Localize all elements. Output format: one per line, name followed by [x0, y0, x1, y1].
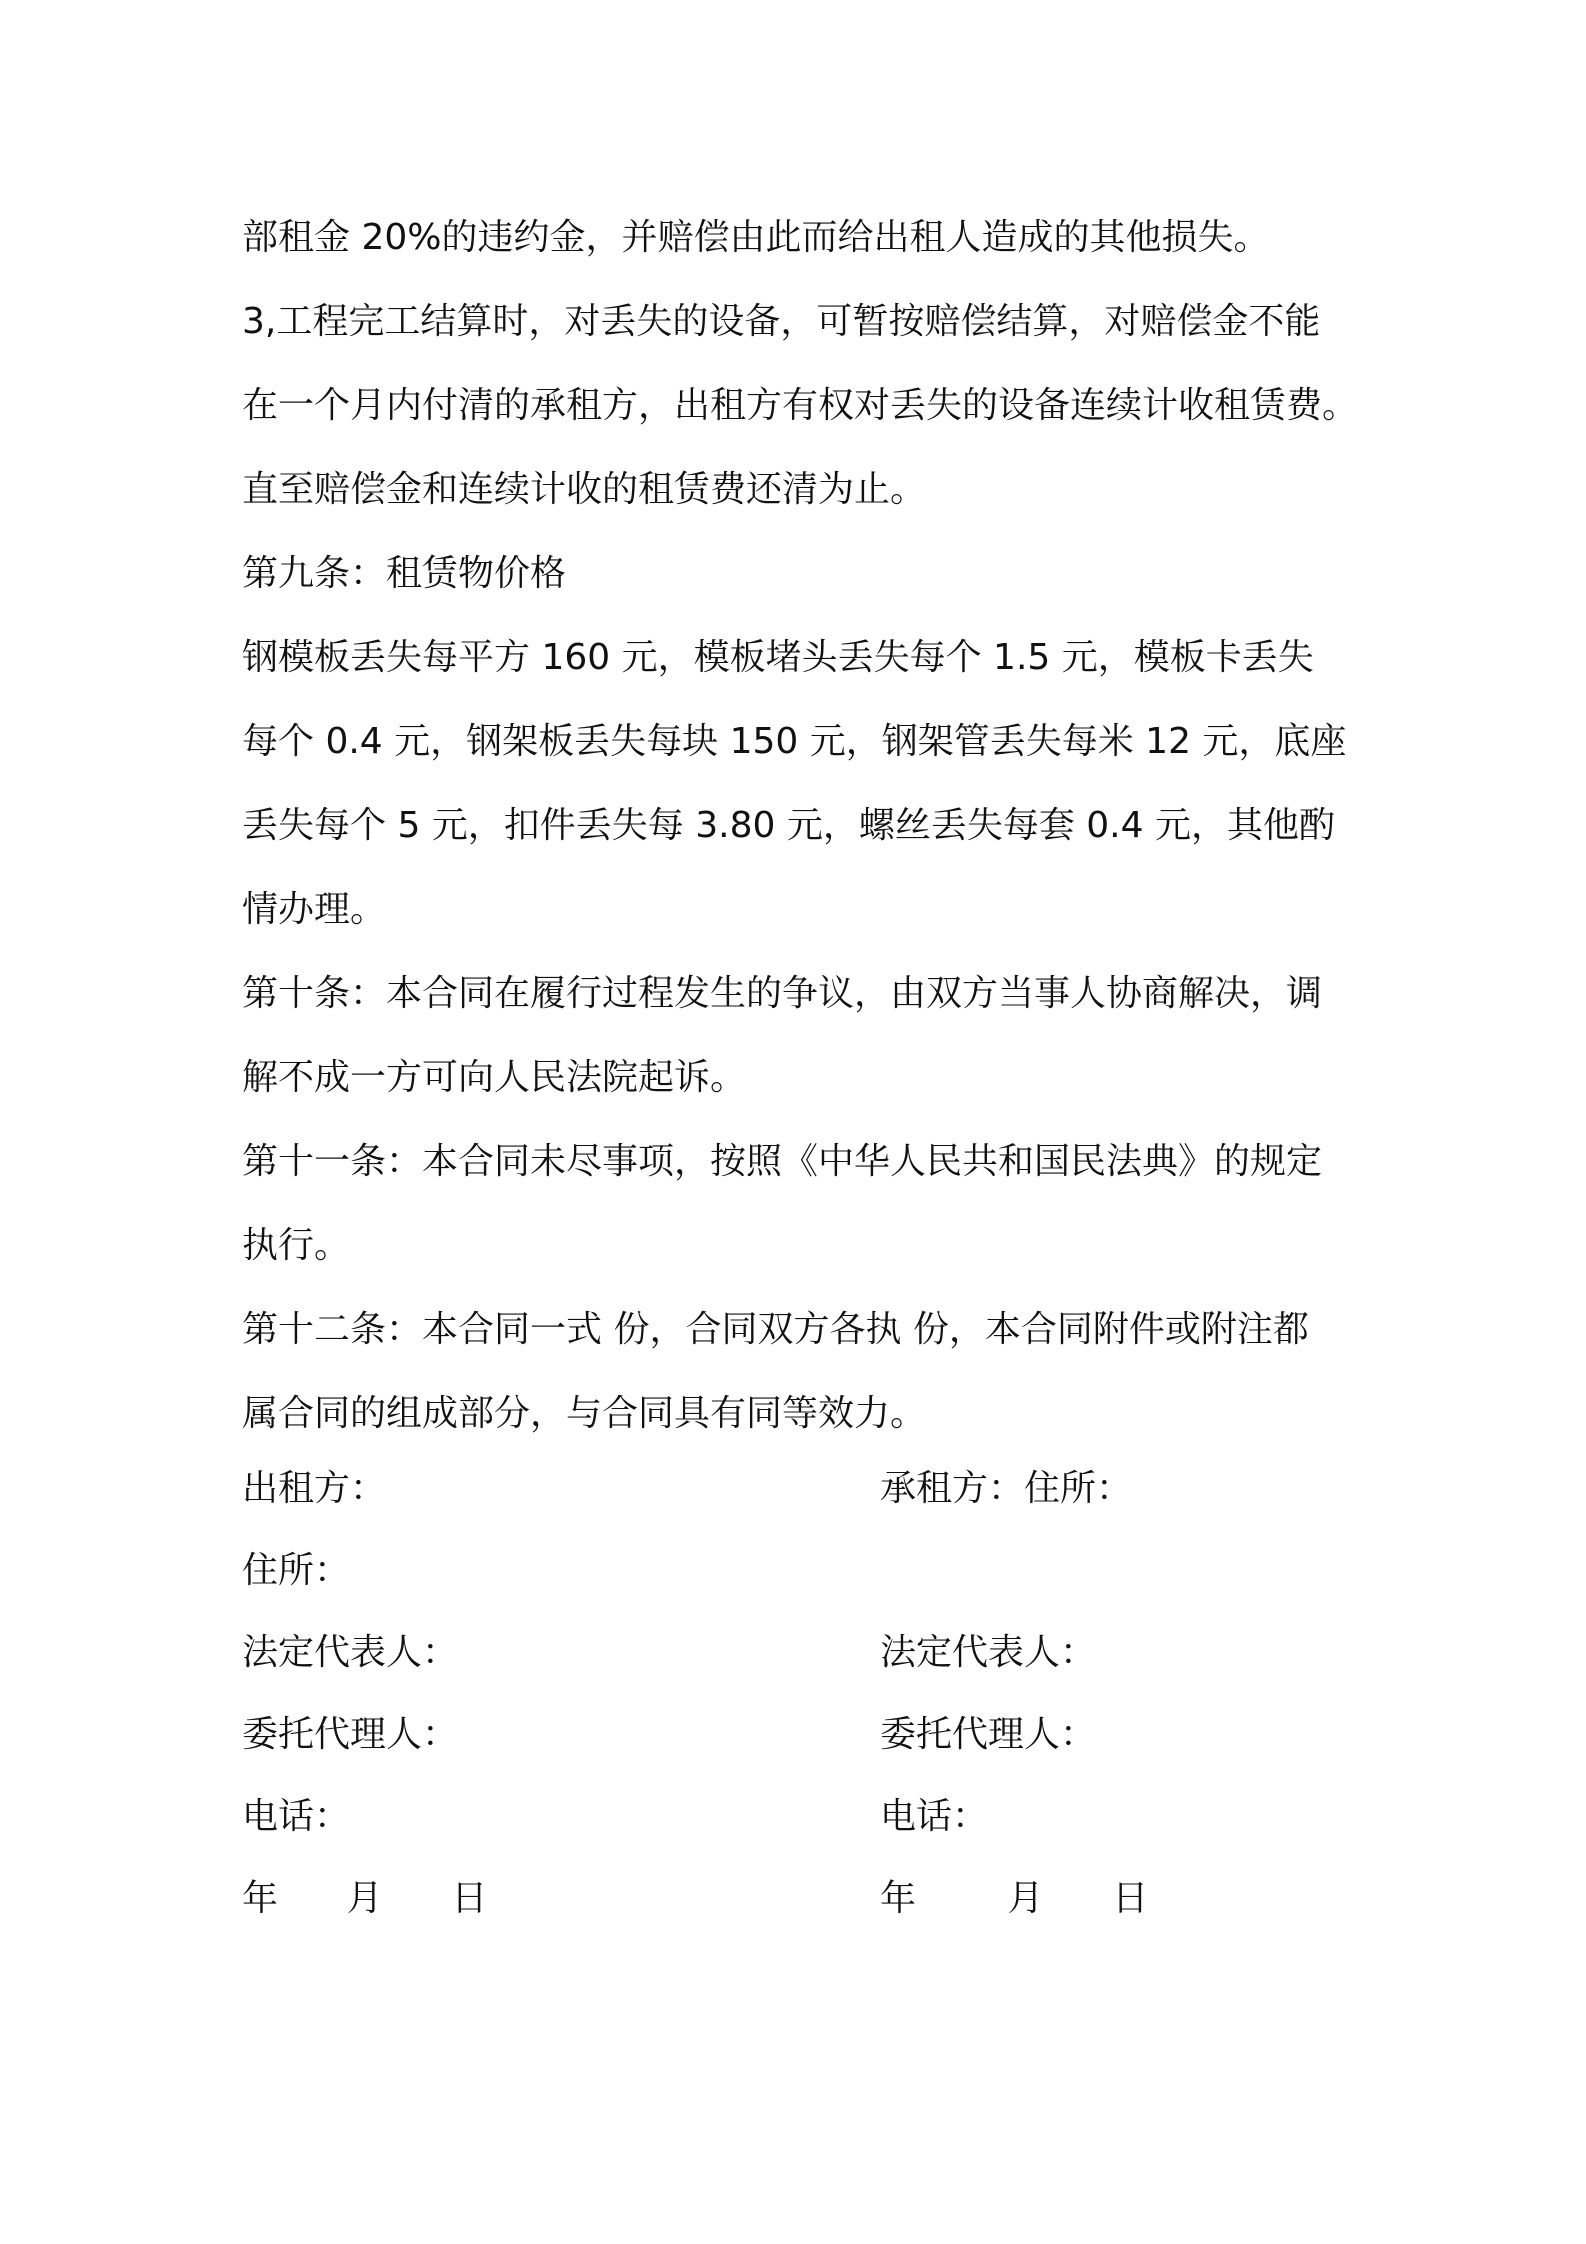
- body-line-1: 部租金 20%的违约金，并赔偿由此而给出租人造成的其他损失。: [242, 217, 1270, 258]
- signature-row-date: [242, 1858, 1392, 1940]
- body-line-8: 丢失每个 5 元，扣件丢失每 3.80 元，螺丝丢失每套 0.4 元，其他酌: [242, 805, 1335, 846]
- article-10-line-1: 第十条：本合同在履行过程发生的争议，由双方当事人协商解决，调: [242, 973, 1323, 1014]
- body-line-4: 直至赔偿金和连续计收的租赁费还清为止。: [242, 469, 927, 510]
- lessee-label: 承租方：住所：: [880, 1468, 1133, 1509]
- contract-body: [242, 196, 1392, 1456]
- article-9-heading: 第九条：租赁物价格: [242, 553, 567, 594]
- lessor-date-label: 年 月 日: [242, 1878, 488, 1919]
- body-line-9: 情办理。: [242, 889, 387, 930]
- body-line-7: 每个 0.4 元，钢架板丢失每块 150 元，钢架管丢失每米 12 元，底座: [242, 721, 1347, 762]
- lessor-legal-rep-label: 法定代表人：: [242, 1632, 459, 1673]
- signature-row-party: [242, 1448, 1392, 1530]
- lessor-phone-label: 电话：: [242, 1796, 351, 1837]
- body-line-2: 3,工程完工结算时，对丢失的设备，可暂按赔偿结算，对赔偿金不能: [242, 301, 1321, 342]
- lessor-label: 出租方：: [242, 1468, 387, 1509]
- signature-block: [242, 1448, 1392, 1940]
- article-11-line-2: 执行。: [242, 1225, 351, 1266]
- article-12-line-1: 第十二条：本合同一式 份，合同双方各执 份，本合同附件或附注都: [242, 1309, 1309, 1350]
- signature-row-phone: [242, 1776, 1392, 1858]
- lessor-agent-label: 委托代理人：: [242, 1714, 459, 1755]
- lessee-date-label: 年 月 日: [880, 1878, 1149, 1919]
- signature-row-agent: [242, 1694, 1392, 1776]
- lessor-address-label: 住所：: [242, 1550, 351, 1591]
- article-12-line-2: 属合同的组成部分，与合同具有同等效力。: [242, 1393, 927, 1434]
- signature-row-legal-rep: [242, 1612, 1392, 1694]
- body-line-6: 钢模板丢失每平方 160 元，模板堵头丢失每个 1.5 元，模板卡丢失: [242, 637, 1314, 678]
- signature-row-address: [242, 1530, 1392, 1612]
- body-line-3: 在一个月内付清的承租方，出租方有权对丢失的设备连续计收租赁费。: [242, 385, 1359, 426]
- lessee-agent-label: 委托代理人：: [880, 1714, 1097, 1755]
- article-11-line-1: 第十一条：本合同未尽事项，按照《中华人民共和国民法典》的规定: [242, 1141, 1323, 1182]
- lessee-phone-label: 电话：: [880, 1796, 989, 1837]
- article-10-line-2: 解不成一方可向人民法院起诉。: [242, 1057, 747, 1098]
- lessee-legal-rep-label: 法定代表人：: [880, 1632, 1097, 1673]
